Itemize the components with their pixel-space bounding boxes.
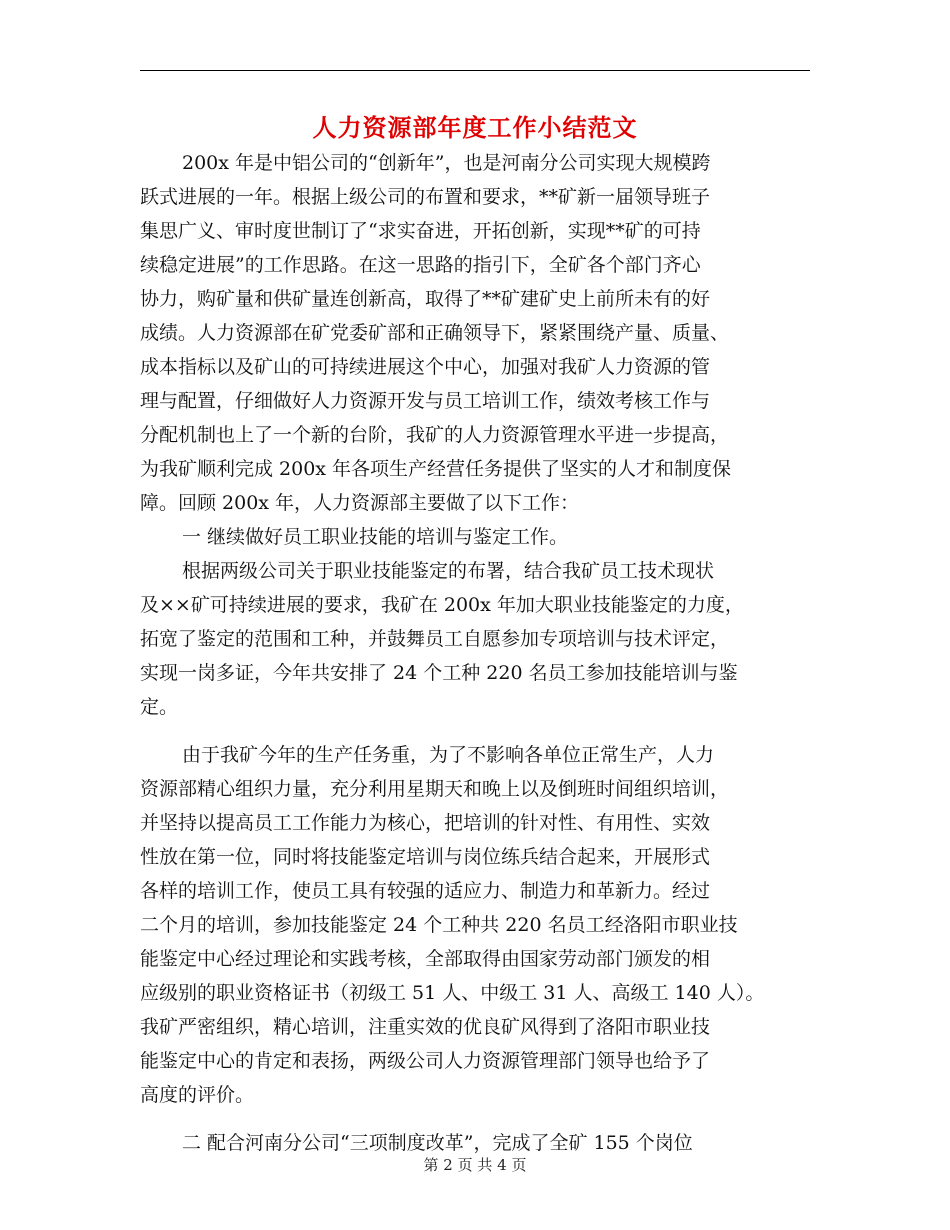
section-heading-text: 一 继续做好员工职业技能的培训与鉴定工作。 [182,526,569,548]
text-line: 跃式进展的一年。根据上级公司的布置和要求，**矿新一届领导班子 [140,186,711,208]
text-line: 资源部精心组织力量，充分利用星期天和晚上以及倒班时间组织培训， [140,778,730,800]
text-line: 各样的培训工作，使员工具有较强的适应力、制造力和革新力。经过 [140,880,711,902]
text-line: 成绩。人力资源部在矿党委矿部和正确领导下，紧紧围绕产量、质量、 [140,322,730,344]
text-line: 应级别的职业资格证书（初级工 51 人、中级工 31 人、高级工 140 人）。 [140,982,765,1004]
text-line: 为我矿顺利完成 200x 年各项生产经营任务提供了坚实的人才和制度保 [140,458,732,480]
text-line: 根据两级公司关于职业技能鉴定的布署，结合我矿员工技术现状 [182,560,715,582]
text-line: 障。回顾 200x 年，人力资源部主要做了以下工作： [140,492,580,514]
text-line: 集思广义、审时度世制订了“求实奋进，开拓创新，实现**矿的可持 [140,220,701,242]
document-title: 人力资源部年度工作小结范文 [312,113,638,142]
section-1-paragraph-1 [140,554,810,724]
text-line: 理与配置，仔细做好人力资源开发与员工培训工作，绩效考核工作与 [140,390,711,412]
section-1-paragraph-2 [140,738,810,1112]
section-heading-1 [140,520,810,554]
document-body [140,146,810,1160]
text-line: 分配机制也上了一个新的台阶，我矿的人力资源管理水平进一步提高， [140,424,730,446]
text-line: 及××矿可持续进展的要求，我矿在 200x 年加大职业技能鉴定的力度， [140,594,744,616]
text-line: 续稳定进展”的工作思路。在这一思路的指引下，全矿各个部门齐心 [140,254,701,276]
text-line: 拓宽了鉴定的范围和工种，并鼓舞员工自愿参加专项培训与技术评定， [140,628,730,650]
page-number-footer: 第 2 页 共 4 页 [423,1156,527,1174]
text-line: 并坚持以提高员工工作能力为核心，把培训的针对性、有用性、实效 [140,812,711,834]
text-line: 高度的评价。 [140,1084,255,1106]
intro-paragraph [140,146,810,520]
text-line: 200x 年是中铝公司的“创新年”，也是河南分公司实现大规模跨 [182,152,711,174]
text-line: 性放在第一位，同时将技能鉴定培训与岗位练兵结合起来，开展形式 [140,846,711,868]
text-line: 能鉴定中心经过理论和实践考核，全部取得由国家劳动部门颁发的相 [140,948,711,970]
text-line: 定。 [140,696,179,718]
text-line: 成本指标以及矿山的可持续进展这个中心，加强对我矿人力资源的管 [140,356,711,378]
text-line: 实现一岗多证，今年共安排了 24 个工种 220 名员工参加技能培训与鉴 [140,662,738,684]
text-line: 由于我矿今年的生产任务重，为了不影响各单位正常生产，人力 [182,744,715,766]
text-line: 二个月的培训，参加技能鉴定 24 个工种共 220 名员工经洛阳市职业技 [140,914,738,936]
header-rule [140,70,810,71]
text-line: 协力，购矿量和供矿量连创新高，取得了**矿建矿史上前所未有的好 [140,288,711,310]
text-line: 我矿严密组织，精心培训，注重实效的优良矿风得到了洛阳市职业技 [140,1016,711,1038]
section-heading-text: 二 配合河南分公司“三项制度改革”，完成了全矿 155 个岗位 [182,1132,693,1154]
text-line: 能鉴定中心的肯定和表扬，两级公司人力资源管理部门领导也给予了 [140,1050,711,1072]
